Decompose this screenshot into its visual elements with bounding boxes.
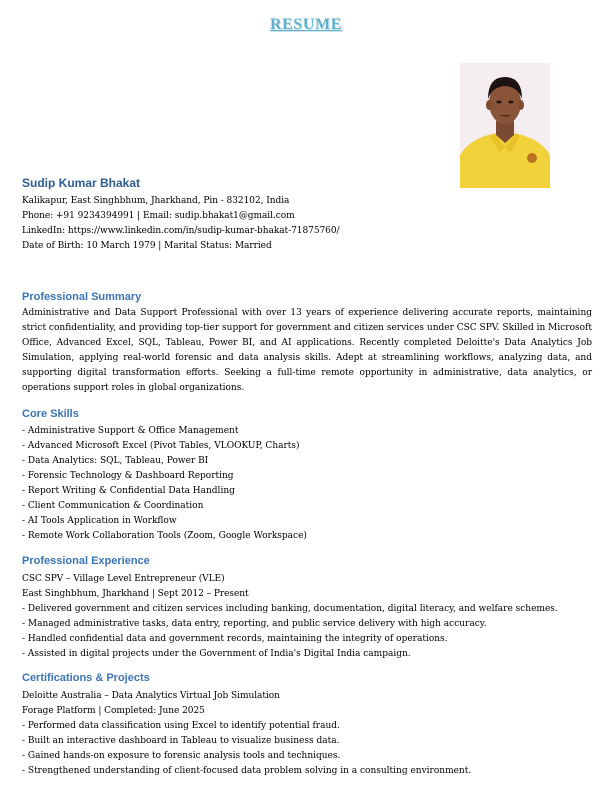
experience-heading: Professional Experience: [22, 555, 150, 567]
skill-item: - Advanced Microsoft Excel (Pivot Tables, VLOOKUP, Charts): [22, 441, 300, 451]
linkedin-line: LinkedIn: https://www.linkedin.com/in/sudip-kumar-bhakat-71875760/: [22, 226, 340, 236]
certification-item: - Gained hands-on exposure to forensic analysis tools and techniques.: [22, 751, 341, 761]
experience-role: CSC SPV – Village Level Entrepreneur (VLE): [22, 574, 225, 584]
experience-item: - Delivered government and citizen services including banking, documentation, digital literacy, and welfare schemes.: [22, 604, 558, 614]
experience-location-dates: East Singhbhum, Jharkhand | Sept 2012 – Present: [22, 589, 249, 599]
experience-item: - Assisted in digital projects under the Government of India's Digital India campaign.: [22, 649, 411, 659]
experience-list: [22, 602, 558, 662]
experience-item: - Handled confidential data and government records, maintaining the integrity of operations.: [22, 634, 448, 644]
experience-item: - Managed administrative tasks, data entry, reporting, and public service delivery with high accuracy.: [22, 619, 487, 629]
certification-item: - Built an interactive dashboard in Tableau to visualize business data.: [22, 736, 340, 746]
profile-photo: [460, 63, 550, 188]
skill-item: - Data Analytics: SQL, Tableau, Power BI: [22, 456, 209, 466]
certifications-list: [22, 719, 471, 779]
address-line: Kalikapur, East Singhbhum, Jharkhand, Pin - 832102, India: [22, 196, 290, 206]
summary-text: Administrative and Data Support Professional with over 13 years of experience delivering accurate reports, maintaining strict confidentiality, and providing top-tier support for government and citizen services under CSC SPV. Skilled in Microsoft Office, Advanced Excel, SQL, Tableau, Power BI, and AI applications. Recently completed Deloitte's Data Analytics Job Simulation, applying real-world forensic and data analysis skills. Adept at streamlining workflows, analyzing data, and supporting digital transformation efforts. Seeking a full-time remote opportunity in administrative, data analytics, or operations support roles in global organizations.: [22, 308, 592, 393]
skill-item: - Client Communication & Coordination: [22, 501, 204, 511]
candidate-name: Sudip Kumar Bhakat: [22, 176, 141, 190]
dob-marital-line: Date of Birth: 10 March 1979 | Marital Status: Married: [22, 241, 272, 251]
profile-photo-illustration: [460, 63, 550, 188]
certification-platform: Forage Platform | Completed: June 2025: [22, 706, 205, 716]
certification-item: - Strengthened understanding of client-focused data problem solving in a consulting environment.: [22, 766, 472, 776]
certification-item: - Performed data classification using Excel to identify potential fraud.: [22, 721, 340, 731]
phone-email-line: Phone: +91 9234394991 | Email: sudip.bhakat1@gmail.com: [22, 211, 295, 221]
skills-heading: Core Skills: [22, 408, 79, 420]
certification-program: Deloitte Australia – Data Analytics Virtual Job Simulation: [22, 691, 280, 701]
skill-item: - Report Writing & Confidential Data Handling: [22, 486, 235, 496]
skills-list: [22, 424, 307, 544]
certifications-heading: Certifications & Projects: [22, 672, 150, 684]
resume-title: RESUME: [269, 16, 343, 33]
skill-item: - AI Tools Application in Workflow: [22, 516, 177, 526]
skill-item: - Administrative Support & Office Management: [22, 426, 239, 436]
skill-item: - Forensic Technology & Dashboard Reporting: [22, 471, 234, 481]
summary-heading: Professional Summary: [22, 291, 142, 303]
skill-item: - Remote Work Collaboration Tools (Zoom, Google Workspace): [22, 531, 307, 541]
